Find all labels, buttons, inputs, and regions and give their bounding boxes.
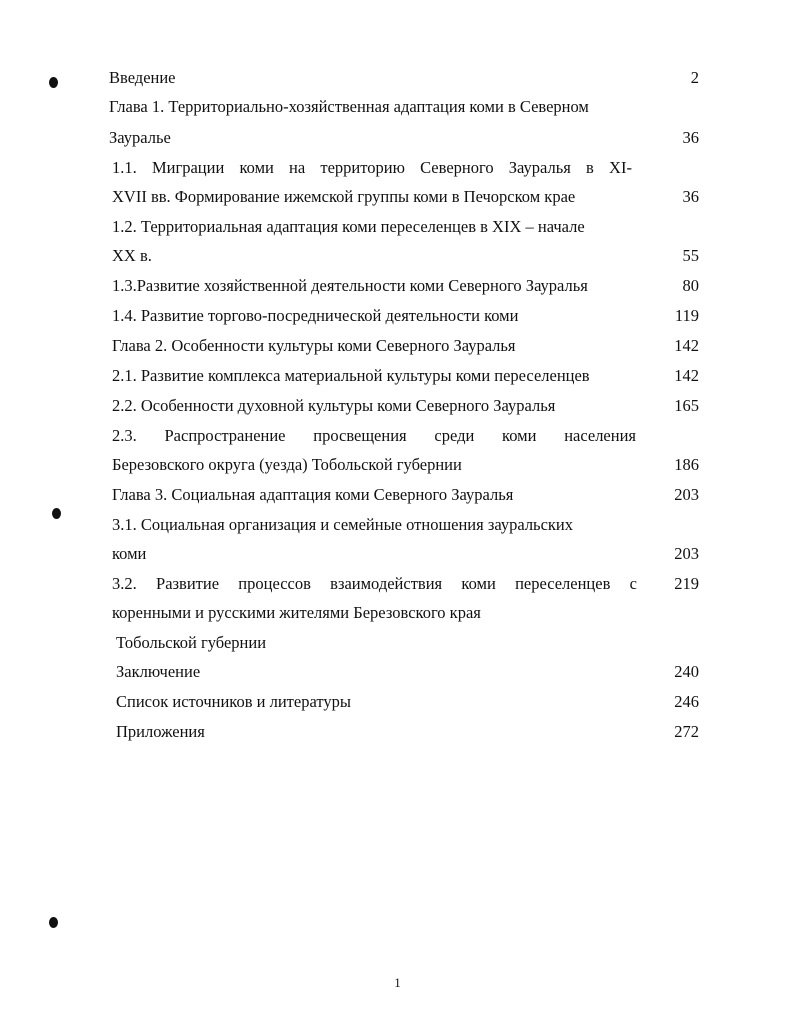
toc-intro-page: 2 [690,68,699,87]
toc-s22-title: 2.2. Особенности духовной культуры коми Северного Зауралья [112,396,556,415]
toc-s11-page: 36 [682,187,699,206]
word: коми [502,426,537,445]
word: 3.2. [112,574,137,593]
toc-conclusion-page: 240 [674,662,699,681]
toc-appendix-title: Приложения [116,722,205,741]
toc-s11-line2: XVII вв. Формирование ижемской группы коми в Печорском крае [112,187,576,206]
word: Миграции [151,158,225,177]
toc-appendix-page: 272 [674,722,699,741]
toc-s11-line1 [112,158,632,178]
word: на [289,158,306,177]
toc-ch1-line1: Глава 1. Территориально-хозяйственная адаптация коми в Северном [109,97,589,116]
toc-intro-title: Введение [109,68,176,87]
word: населения [564,426,636,445]
word: с [629,574,637,593]
toc-s21-page: 142 [674,366,699,385]
toc-s31-line2: коми [112,544,147,563]
word: Северного [420,158,494,177]
word: коми [239,158,274,177]
toc-s14-page: 119 [674,306,699,325]
toc-s22-page: 165 [674,396,699,415]
word: Развитие [156,574,220,593]
toc-s32-line2: коренными и русскими жителями Березовского края [112,603,481,622]
word: среди [434,426,475,445]
word: процессов [238,574,311,593]
toc-conclusion-title: Заключение [116,662,201,681]
word: в [586,158,594,177]
toc-s32-page: 219 [674,574,699,593]
toc-s32-line3: Тобольской губернии [116,633,267,652]
toc-s14-title: 1.4. Развитие торгово-посреднической деятельности коми [112,306,519,325]
word: Зауралья [508,158,571,177]
toc-s13-title: 1.3.Развитие хозяйственной деятельности коми Северного Зауралья [112,276,588,295]
word: просвещения [313,426,407,445]
toc-s32-line1 [112,574,637,594]
page-number: 1 [394,975,401,990]
word: коми [461,574,496,593]
toc-s13-page: 80 [682,276,699,295]
toc-s31-page: 203 [674,544,699,563]
toc-s23-line2: Березовского округа (уезда) Тобольской губернии [112,455,462,474]
word: XI- [609,158,632,177]
toc-ch3-title: Глава 3. Социальная адаптация коми Северного Зауралья [112,485,514,504]
word: территорию [320,158,405,177]
word: взаимодействия [330,574,443,593]
toc-s21-title: 2.1. Развитие комплекса материальной культуры коми переселенцев [112,366,590,385]
toc-ch1-line2: Зауралье [109,128,171,147]
word: переселенцев [515,574,611,593]
toc-s12-line1: 1.2. Территориальная адаптация коми переселенцев в XIX – начале [112,217,585,236]
toc-s23-page: 186 [674,455,699,474]
word: 2.3. [112,426,137,445]
toc-ch1-page: 36 [682,128,699,147]
word: 1.1. [112,158,137,177]
toc-s31-line1: 3.1. Социальная организация и семейные отношения зауральских [112,515,573,534]
toc-s23-line1 [112,426,636,446]
toc-s12-page: 55 [682,246,699,265]
toc-ch2-title: Глава 2. Особенности культуры коми Северного Зауралья [112,336,516,355]
toc-sources-title: Список источников и литературы [116,692,351,711]
toc-sources-page: 246 [674,692,699,711]
toc-ch3-page: 203 [674,485,699,504]
toc-ch2-page: 142 [674,336,699,355]
toc-s12-line2: XX в. [112,246,152,265]
word: Распространение [164,426,286,445]
